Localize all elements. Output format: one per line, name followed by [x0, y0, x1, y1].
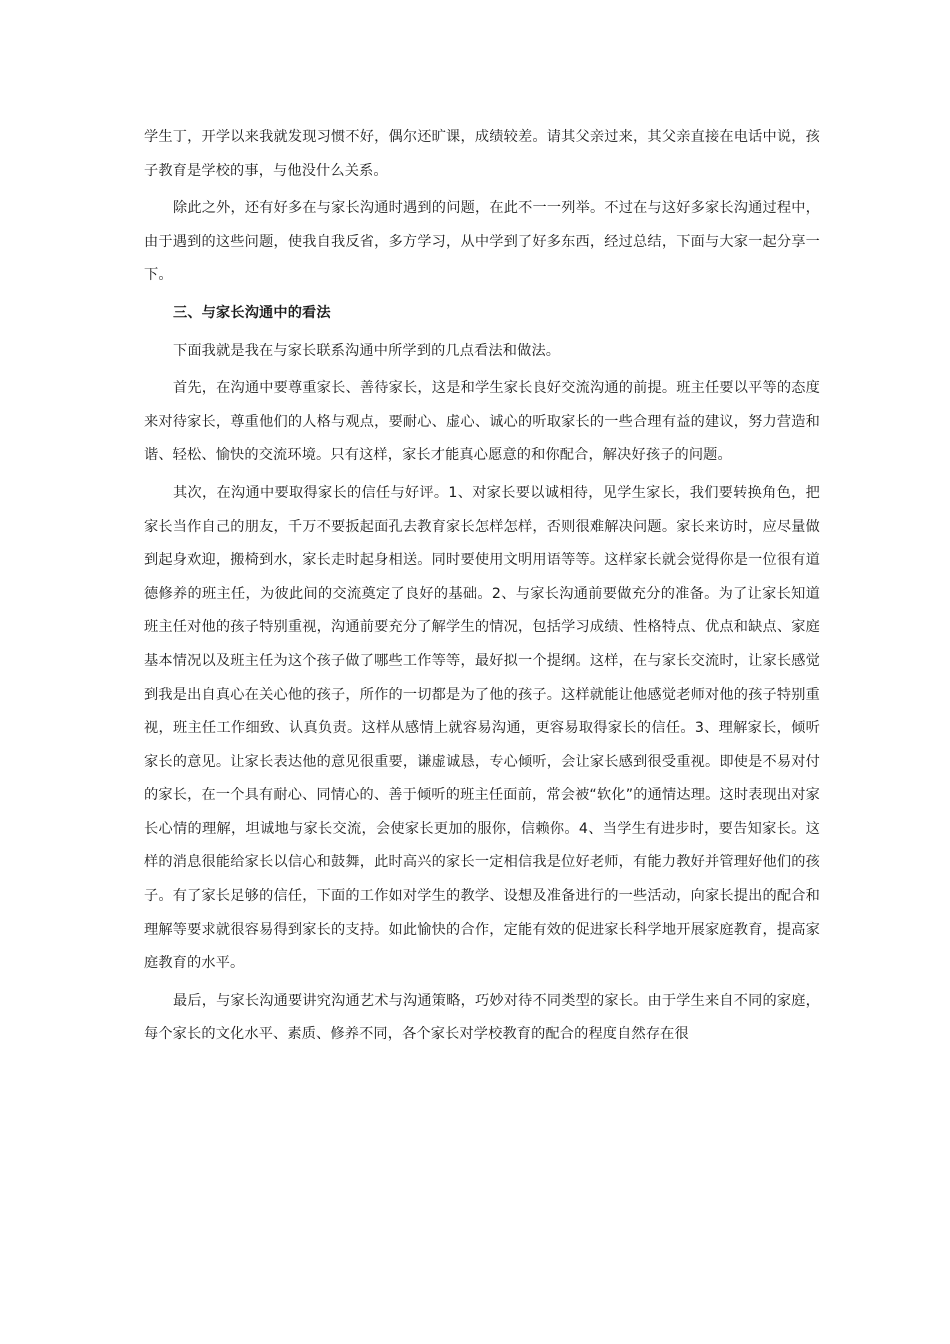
- paragraph-intro: 下面我就是我在与家长联系沟通中所学到的几点看法和做法。: [173, 342, 561, 359]
- paragraph-student-case: 学生丁，开学以来我就发现习惯不好，偶尔还旷课，成绩较差。请其父亲过来，其父亲直接在电话中说，孩子教育是学校的事，与他没什么关系。: [144, 129, 820, 179]
- paragraph-other-problems: 除此之外，还有好多在与家长沟通时遇到的问题，在此不一一列举。不过在与这好多家长沟通过程中，由于遇到的这些问题，使我自我反省，多方学习，从中学到了好多东西，经过总结，下面与大家一起分享一下。: [144, 200, 820, 284]
- document-body: [144, 121, 820, 1052]
- paragraph-second-trust: 其次，在沟通中要取得家长的信任与好评。1、对家长要以诚相待，见学生家长，我们要转换角色，把家长当作自己的朋友，千万不要扳起面孔去教育家长怎样怎样，否则很难解决问题。家长来访时，应尽量做到起身欢迎，搬椅到水，家长走时起身相送。同时要使用文明用语等等。这样家长就会觉得你是一位很有道德修养的班主任，为彼此间的交流奠定了良好的基础。2、与家长沟通前要做充分的准备。为了让家长知道班主任对他的孩子特别重视，沟通前要充分了解学生的情况，包括学习成绩、性格特点、优点和缺点、家庭基本情况以及班主任为这个孩子做了哪些工作等等，最好拟一个提纲。这样，在与家长交流时，让家长感觉到我是出自真心在关心他的孩子，所作的一切都是为了他的孩子。这样就能让他感觉老师对他的孩子特别重视，班主任工作细致、认真负责。这样从感情上就容易沟通，更容易取得家长的信任。3、理解家长，倾听家长的意见。让家长表达他的意见很重要，谦虚诚恳，专心倾听，会让家长感到很受重视。即使是不易对付的家长，在一个具有耐心、同情心的、善于倾听的班主任面前，常会被“软化”的通情达理。这时表现出对家长心情的理解，坦诚地与家长交流，会使家长更加的服你，信赖你。4、当学生有进步时，要告知家长。这样的消息很能给家长以信心和鼓舞，此时高兴的家长一定相信我是位好老师，有能力教好并管理好他们的孩子。有了家长足够的信任，下面的工作如对学生的教学、设想及准备进行的一些活动，向家长提出的配合和理解等要求就很容易得到家长的支持。如此愉快的合作，定能有效的促进家长科学地开展家庭教育，提高家庭教育的水平。: [144, 484, 820, 972]
- paragraph-first-respect: 首先，在沟通中要尊重家长、善待家长，这是和学生家长良好交流沟通的前提。班主任要以平等的态度来对待家长，尊重他们的人格与观点，要耐心、虚心、诚心的听取家长的一些合理有益的建议，努力营造和谐、轻松、愉快的交流环境。只有这样，家长才能真心愿意的和你配合，解决好孩子的问题。: [144, 380, 820, 464]
- paragraph-last-strategy: 最后，与家长沟通要讲究沟通艺术与沟通策略，巧妙对待不同类型的家长。由于学生来自不同的家庭，每个家长的文化水平、素质、修养不同，各个家长对学校教育的配合的程度自然存在很: [144, 992, 820, 1043]
- section-heading: 三、与家长沟通中的看法: [173, 304, 331, 321]
